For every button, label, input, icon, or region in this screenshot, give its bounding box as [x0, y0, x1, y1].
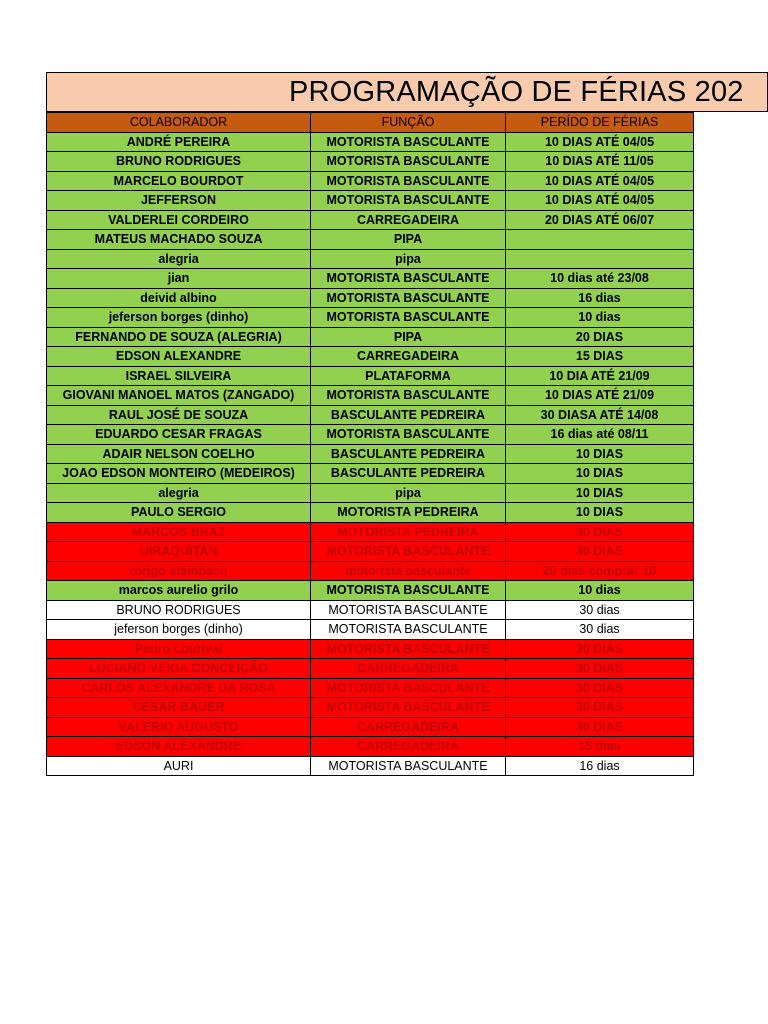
cell-periodo[interactable]: 10 DIAS ATÉ 04/05 — [506, 132, 694, 152]
table-row — [47, 425, 694, 445]
cell-colaborador[interactable]: FERNANDO DE SOUZA (ALEGRIA) — [47, 327, 311, 347]
table-row — [47, 132, 694, 152]
cell-periodo[interactable]: 16 dias — [506, 288, 694, 308]
cell-colaborador[interactable]: CESAR BAUER — [47, 698, 311, 718]
cell-colaborador[interactable]: AURI — [47, 756, 311, 776]
cell-periodo[interactable]: 10 DIAS — [506, 444, 694, 464]
table-row — [47, 581, 694, 601]
cell-colaborador[interactable]: ISRAEL SILVEIRA — [47, 366, 311, 386]
cell-periodo[interactable]: 30 DIAS — [506, 522, 694, 542]
cell-funcao[interactable]: CARREGADEIRA — [311, 717, 506, 737]
cell-colaborador[interactable]: BRUNO RODRIGUES — [47, 152, 311, 172]
cell-colaborador[interactable]: CARLOS ALEXANDRE DA ROSA — [47, 678, 311, 698]
cell-funcao[interactable]: MOTORISTA BASCULANTE — [311, 171, 506, 191]
table-row — [47, 191, 694, 211]
table-row — [47, 659, 694, 679]
cell-periodo[interactable]: 16 dias até 08/11 — [506, 425, 694, 445]
cell-colaborador[interactable]: RAUL JOSÉ DE SOUZA — [47, 405, 311, 425]
cell-colaborador[interactable]: JEFFERSON — [47, 191, 311, 211]
cell-colaborador[interactable]: deivid albino — [47, 288, 311, 308]
cell-funcao[interactable]: MOTORISTA PEDREIRA — [311, 522, 506, 542]
table-row — [47, 561, 694, 581]
table-row — [47, 639, 694, 659]
table-row — [47, 698, 694, 718]
cell-colaborador[interactable]: UIRAQUITAN — [47, 542, 311, 562]
table-row — [47, 542, 694, 562]
table-row — [47, 230, 694, 250]
cell-periodo[interactable]: 10 DIAS ATÉ 11/05 — [506, 152, 694, 172]
cell-colaborador[interactable]: alegria — [47, 249, 311, 269]
cell-periodo[interactable]: 10 DIAS — [506, 464, 694, 484]
cell-periodo[interactable]: 30 dias — [506, 600, 694, 620]
cell-funcao[interactable]: CARREGADEIRA — [311, 737, 506, 757]
cell-colaborador[interactable]: LUCIANO VEIGA CONCEIÇÃO — [47, 659, 311, 679]
table-row — [47, 503, 694, 523]
cell-colaborador[interactable]: Pedro Lourival — [47, 639, 311, 659]
cell-funcao[interactable]: MOTORISTA BASCULANTE — [311, 288, 506, 308]
header-row — [47, 113, 694, 133]
table-row — [47, 620, 694, 640]
cell-funcao[interactable]: MOTORISTA BASCULANTE — [311, 678, 506, 698]
cell-periodo[interactable]: 30 DIAS — [506, 698, 694, 718]
cell-funcao[interactable]: motorista basculante — [311, 561, 506, 581]
header-funcao[interactable]: FUNÇÃO — [311, 113, 506, 133]
table-row — [47, 405, 694, 425]
table-row — [47, 347, 694, 367]
cell-colaborador[interactable]: ANDRÉ PEREIRA — [47, 132, 311, 152]
cell-periodo[interactable]: 30 DIASA ATÉ 14/08 — [506, 405, 694, 425]
cell-funcao[interactable]: CARREGADEIRA — [311, 210, 506, 230]
cell-periodo[interactable]: 30 DIAS — [506, 678, 694, 698]
cell-funcao[interactable]: MOTORISTA BASCULANTE — [311, 756, 506, 776]
table-row — [47, 464, 694, 484]
table-row — [47, 444, 694, 464]
cell-periodo[interactable]: 10 DIA ATÉ 21/09 — [506, 366, 694, 386]
cell-funcao[interactable]: PIPA — [311, 230, 506, 250]
cell-funcao[interactable]: CARREGADEIRA — [311, 659, 506, 679]
cell-funcao[interactable]: MOTORISTA BASCULANTE — [311, 425, 506, 445]
cell-periodo[interactable]: 10 DIAS ATÉ 04/05 — [506, 171, 694, 191]
cell-colaborador[interactable]: marcos aurelio grilo — [47, 581, 311, 601]
cell-funcao[interactable]: BASCULANTE PEDREIRA — [311, 405, 506, 425]
table-row — [47, 210, 694, 230]
cell-funcao[interactable]: MOTORISTA BASCULANTE — [311, 639, 506, 659]
table-row — [47, 171, 694, 191]
cell-funcao[interactable]: BASCULANTE PEDREIRA — [311, 444, 506, 464]
title-bar — [46, 72, 768, 112]
cell-funcao[interactable]: CARREGADEIRA — [311, 347, 506, 367]
cell-funcao[interactable]: PLATAFORMA — [311, 366, 506, 386]
cell-colaborador[interactable]: jian — [47, 269, 311, 289]
cell-colaborador[interactable]: MARCELO BOURDOT — [47, 171, 311, 191]
cell-funcao[interactable]: MOTORISTA BASCULANTE — [311, 581, 506, 601]
table-row — [47, 522, 694, 542]
cell-funcao[interactable]: MOTORISTA PEDREIRA — [311, 503, 506, 523]
table-row — [47, 386, 694, 406]
cell-periodo[interactable]: 15 dias — [506, 737, 694, 757]
table-row — [47, 600, 694, 620]
cell-colaborador[interactable]: jeferson borges (dinho) — [47, 308, 311, 328]
cell-colaborador[interactable]: VALERIO AUGUSTO — [47, 717, 311, 737]
cell-colaborador[interactable]: jeferson borges (dinho) — [47, 620, 311, 640]
cell-colaborador[interactable]: VALDERLEI CORDEIRO — [47, 210, 311, 230]
table-row — [47, 152, 694, 172]
cell-colaborador[interactable]: alegria — [47, 483, 311, 503]
cell-periodo[interactable] — [506, 249, 694, 269]
cell-funcao[interactable]: MOTORISTA BASCULANTE — [311, 152, 506, 172]
cell-colaborador[interactable]: EDSON ALEXANDRE — [47, 737, 311, 757]
table-row — [47, 483, 694, 503]
cell-periodo[interactable]: 10 DIAS — [506, 483, 694, 503]
cell-periodo[interactable] — [506, 230, 694, 250]
vacation-table — [46, 112, 694, 776]
cell-colaborador[interactable]: MATEUS MACHADO SOUZA — [47, 230, 311, 250]
cell-periodo[interactable]: 30 DIAS — [506, 639, 694, 659]
cell-periodo[interactable]: 20 DIAS — [506, 327, 694, 347]
table-row — [47, 308, 694, 328]
table-row — [47, 288, 694, 308]
cell-colaborador[interactable]: PAULO SERGIO — [47, 503, 311, 523]
cell-periodo[interactable]: 15 DIAS — [506, 347, 694, 367]
cell-funcao[interactable]: MOTORISTA BASCULANTE — [311, 620, 506, 640]
header-colaborador[interactable]: COLABORADOR — [47, 113, 311, 133]
cell-colaborador[interactable]: ADAIR NELSON COELHO — [47, 444, 311, 464]
cell-periodo[interactable]: 20 dias comprar 10 — [506, 561, 694, 581]
cell-periodo[interactable]: 10 dias até 23/08 — [506, 269, 694, 289]
cell-periodo[interactable]: 10 dias — [506, 581, 694, 601]
cell-funcao[interactable]: BASCULANTE PEDREIRA — [311, 464, 506, 484]
cell-colaborador[interactable]: BRUNO RODRIGUES — [47, 600, 311, 620]
cell-periodo[interactable]: 16 dias — [506, 756, 694, 776]
cell-periodo[interactable]: 30 DIAS — [506, 717, 694, 737]
cell-funcao[interactable]: MOTORISTA BASCULANTE — [311, 698, 506, 718]
cell-funcao[interactable]: MOTORISTA BASCULANTE — [311, 308, 506, 328]
cell-colaborador[interactable]: EDUARDO CESAR FRAGAS — [47, 425, 311, 445]
cell-funcao[interactable]: MOTORISTA BASCULANTE — [311, 132, 506, 152]
cell-periodo[interactable]: 10 DIAS ATÉ 04/05 — [506, 191, 694, 211]
cell-periodo[interactable]: 10 DIAS — [506, 503, 694, 523]
table-row — [47, 327, 694, 347]
cell-periodo[interactable]: 30 dias — [506, 620, 694, 640]
table-row — [47, 756, 694, 776]
cell-funcao[interactable]: pipa — [311, 483, 506, 503]
cell-funcao[interactable]: PIPA — [311, 327, 506, 347]
table-row — [47, 269, 694, 289]
cell-periodo[interactable]: 10 DIAS ATÉ 21/09 — [506, 386, 694, 406]
cell-funcao[interactable]: MOTORISTA BASCULANTE — [311, 386, 506, 406]
cell-periodo[interactable]: 30 DIAS — [506, 542, 694, 562]
cell-colaborador[interactable]: GIOVANI MANOEL MATOS (ZANGADO) — [47, 386, 311, 406]
cell-funcao[interactable]: pipa — [311, 249, 506, 269]
cell-funcao[interactable]: MOTORISTA BASCULANTE — [311, 191, 506, 211]
cell-funcao[interactable]: MOTORISTA BASCULANTE — [311, 600, 506, 620]
cell-funcao[interactable]: MOTORISTA BASCULANTE — [311, 542, 506, 562]
cell-funcao[interactable]: MOTORISTA BASCULANTE — [311, 269, 506, 289]
cell-colaborador[interactable]: MARCOS BRAZ — [47, 522, 311, 542]
cell-periodo[interactable]: 10 dias — [506, 308, 694, 328]
cell-colaborador[interactable]: JOAO EDSON MONTEIRO (MEDEIROS) — [47, 464, 311, 484]
table-row — [47, 678, 694, 698]
header-periodo[interactable]: PERÍDO DE FÉRIAS — [506, 113, 694, 133]
cell-colaborador[interactable]: EDSON ALEXANDRE — [47, 347, 311, 367]
cell-periodo[interactable]: 20 DIAS ATÉ 06/07 — [506, 210, 694, 230]
table-row — [47, 737, 694, 757]
cell-colaborador[interactable]: rorigo steinbach — [47, 561, 311, 581]
cell-periodo[interactable]: 30 DIAS — [506, 659, 694, 679]
table-row — [47, 249, 694, 269]
sheet-title: PROGRAMAÇÃO DE FÉRIAS 202 — [289, 76, 744, 108]
table-row — [47, 717, 694, 737]
table-row — [47, 366, 694, 386]
